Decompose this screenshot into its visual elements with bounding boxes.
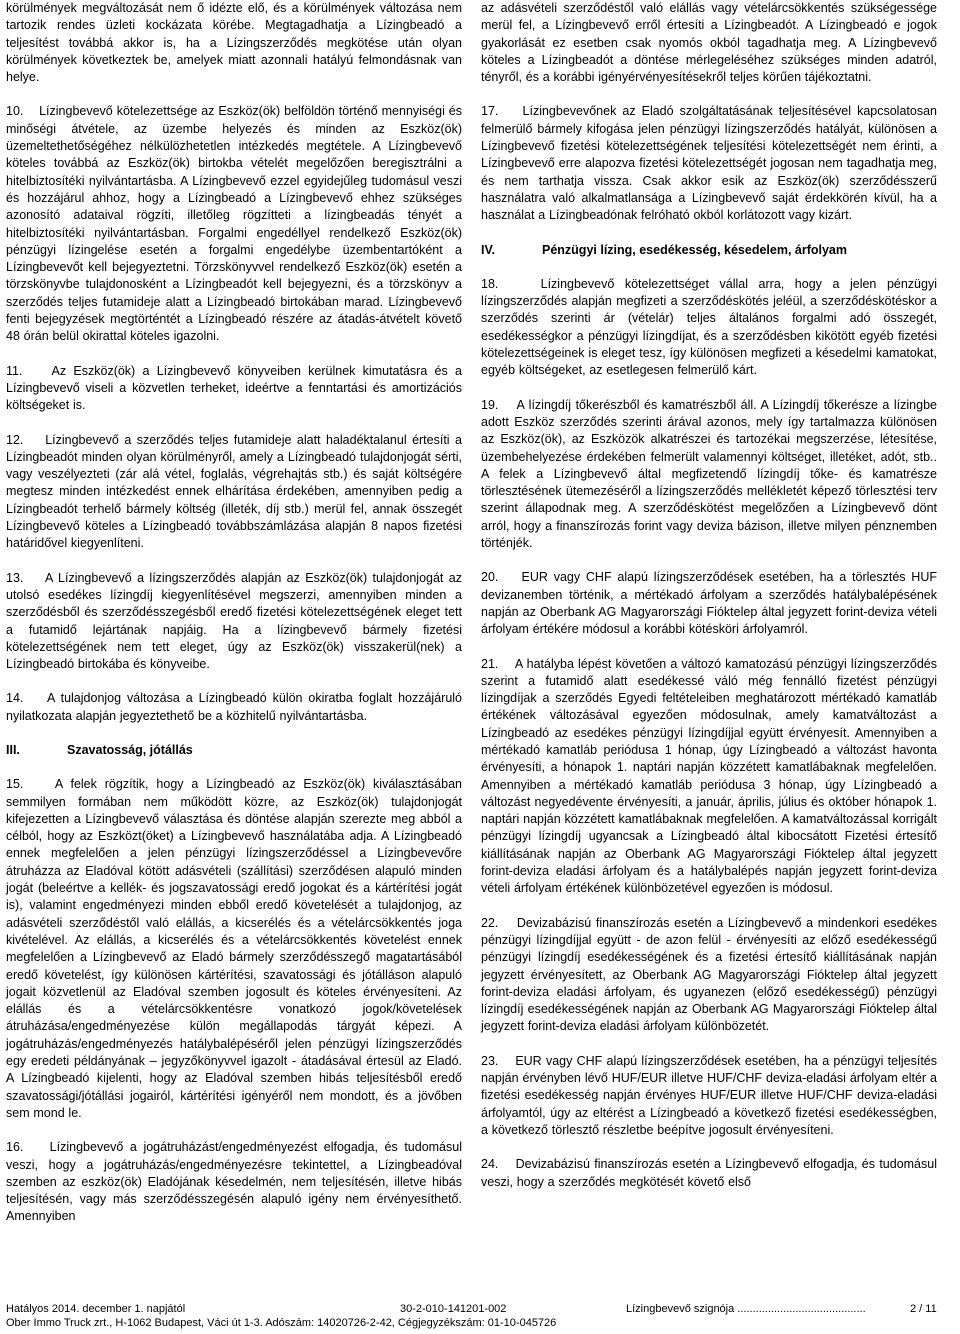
paragraph-p22: 22. Devizabázisú finanszírozás esetén a Lízingbevevő a mindenkori esedékes pénzügyi lízingdíjjal együtt - de azon felül - érvényesíti az előző esedékességű pénzügyi lízingdíj esedékességének és a fizetési értesítő kiállításának napján jegyzett érvényesített, az Oberbank AG Magyarországi Fióktelep által jegyzett forint-deviza eladási árfolyam, és ugyanezen (előző esedékességű) pénzügyi lízingdíj esedékességének napján az Oberbank AG Magyarországi Fióktelep által jegyzett forint-deviza eladási árfolyam különbözetét. — [481, 915, 937, 1034]
right-column — [481, 0, 937, 1208]
paragraph-p20: 20. EUR vagy CHF alapú lízingszerződések esetében, ha a törlesztés HUF devizanemben történik, a mértékadó árfolyam a szerződés hatálybalépésének napján az Oberbank AG Magyarországi Fióktelep által jegyzett forint-deviza vételi árfolyam értékére módosul a korábbi kötésköri árfolyamról. — [481, 570, 937, 637]
footer-signature-line: Lízingbevevő szignója .......................................... — [626, 1303, 866, 1315]
left-column — [6, 0, 462, 1243]
footer-effective-date: Hatályos 2014. december 1. napjától — [6, 1303, 186, 1315]
paragraph-p24: 24. Devizabázisú finanszírozás esetén a Lízingbevevő elfogadja, és tudomásul veszi, hogy a szerződés megkötését követő első — [481, 1157, 937, 1189]
paragraph-p11: 11. Az Eszköz(ök) a Lízingbevevő könyveiben kerülnek kimutatásra és a Lízingbevevő viseli a közvetlen terheket, ideértve a fenntartási és amortizációs költségeket is. — [6, 363, 462, 413]
paragraph-p_cont: körülmények megváltozását nem ő idézte elő, és a körülmények változása nem tartozik rendes üzleti kockázata körébe. Megtagadhatja a Lízingbeadó a teljesítést továbbá akkor is, ha a Lízingszerződés megkötése után olyan körülmények következtek be, amelyek miatt azonnali hatályú felmondásnak van helye. — [6, 1, 462, 85]
section-title: Szavatosság, jótállás — [67, 742, 193, 757]
paragraph-p21: 21. A hatályba lépést követően a változó kamatozású pénzügyi lízingszerződés szerint a futamidő alatt esedékessé váló még fennálló fizetést pénzügyi lízingdíjak a szerződés Egyedi feltételeiben meghatározott mértékadó kamatláb értékének változásával egyezően módosulnak, amely kamatváltozást a Lízingbeadó az esedékes pénzügyi lízingdíjjal együtt érvényesít. Amennyiben a mértékadó kamatláb periódusa 1 hónap, úgy Lízingbeadó a változást havonta érvényesíti, a hónapok 1. naptári napján közzétett kamatlábaknak megfelelően. Amennyiben a mértékadó kamatláb periódusa 3 hónap, úgy Lízingbeadó a változást negyedévente érvényesíti, a január, április, július és október hónapok 1. naptári napján közzétett kamatlábaknak megfelelően. A kamatváltozással korrigált pénzügyi lízingdíj ugyancsak a Lízingbeadó által kibocsátott Fizetési értesítő kiállításának napján az Oberbank AG Magyarországi Fióktelep által jegyzett forint-deviza eladási árfolyam és a hatálybalépés napján jegyzett forint-deviza vételi árfolyam értékének különbözetével egyezően is módosul. — [481, 656, 937, 896]
paragraph-p16: 16. Lízingbevevő a jogátruházást/engedményezést elfogadja, és tudomásul veszi, hogy a jogátruházás/engedményezésre tekintettel, a Lízingbeadóval szemben az eszköz(ök) Eladójának késedelmén, nem teljesítésén, illetve hibás teljesítésén, vagy más szerződésszegésén alapuló igény nem érvényesíthető. Amennyiben — [6, 1140, 462, 1224]
section-heading — [6, 742, 462, 759]
paragraph-p19: 19. A lízingdíj tőkerészből és kamatrészből áll. A Lízingdíj tőkerésze a lízingbe adott Eszköz szerződés szerinti árával azonos, mely így tartalmazza különösen az Eszköz(ök), az Eszközök alkatrészei és tartozékai megszerzése, létesítése, üzembehelyezése érdekében felmerült valamennyi költséget, illetéket, adót, stb.. A felek a Lízingbevevő által megfizetendő lízingdíj tőke- és kamatrésze törlesztésének ütemezéséről a lízingszerződés mellékletét képező törlesztési terv szerint állapodnak meg. A szerződéskötést megelőzően a Lízingbevevő dönt arról, hogy a finanszírozás forint vagy deviza bázison, illetve milyen pénznemben történjék. — [481, 397, 937, 551]
paragraph-p10: 10. Lízingbevevő kötelezettsége az Eszköz(ök) belföldön történő mennyiségi és minőségi átvétele, az üzembe helyezés és minden az Eszköz(ök) üzemeltethetőségéhez nélkülözhetetlen intézkedés megtétele. A Lízingbevevő köteles továbbá az Eszköz(ök) birtokba vételét megelőzően beregisztrálni a hitelbiztosítéki nyilvántartásba. A Lízingbevevő ezzel egyidejűleg tudomásul veszi és hozzájárul ahhoz, hogy a Lízingbeadó a Lízingbevevő ehhez szükséges azonosító adataival rögzíti, illetőleg rögzítteti a lízingbeadás tényét a hitelbiztosítéki nyilvántartásban. Forgalmi engedéllyel rendelkező Eszköz(ök) pénzügyi lízingelése esetén a forgalmi engedélybe üzembentartóként a Lízingbevevőt kell bejegyeztetni. Törzskönyvvel rendelkező Eszköz(ök) esetén a törzskönyvbe tulajdonosként a Lízingbeadót kell bejegyezni, és a törzskönyv a szerződés teljes futamideje alatt a Lízingbeadó birtokában marad. Lízingbevevő fenti bejegyzések megtörténtét a Lízingbeadó részére az átadás-átvételt követő 48 órán belül okirattal köteles igazolni. — [6, 104, 462, 344]
section-number: IV. — [481, 242, 496, 257]
paragraph-p14: 14. A tulajdonjog változása a Lízingbeadó külön okiratba foglalt hozzájáruló nyilatkozata alapján jegyeztethető be a közhitelű nyilvántartásba. — [6, 691, 462, 723]
section-heading — [481, 242, 937, 259]
paragraph-p17: 17. Lízingbevevőnek az Eladó szolgáltatásának teljesítésével kapcsolatosan felmerülő bármely kifogása jelen pénzügyi lízingszerződés hatályát, különösen a Lízingbevevő fizetési kötelezettségének teljesítési kötelezettségét nem érinti, a Lízingbevevő erre alapozva fizetési kötelezettségét jogosan nem tagadhatja meg, és nem tarthatja vissza. Csak akkor esik az Eszköz(ök) szerződésszerű használatra való alkalmatlansága a Lízingbevevő saját érdekkörén kívül, ha a használat a Lízingbeadónak felróható okból korlátozott vagy kizárt. — [481, 104, 937, 223]
paragraph-p12: 12. Lízingbevevő a szerződés teljes futamideje alatt haladéktalanul értesíti a Lízingbeadót minden olyan körülményről, amely a Lízingbeadó tulajdonjogát sérti, vagy veszélyezteti (zár alá vétel, foglalás, végrehajtás stb.) és saját költségére megtesz minden intézkedést ennek elhárítása érdekében, amennyiben pedig a Lízingbeadót terhelő bármely költség (illeték, díj stb.) merül fel, annak összegét Lízingbevevő köteles a Lízingbeadó továbbszámlázása alapján 8 napos fizetési határidővel kiegyenlíteni. — [6, 432, 462, 551]
paragraph-p18: 18. Lízingbevevő kötelezettséget vállal arra, hogy a jelen pénzügyi lízingszerződés alapján megfizeti a szerződéskötés jeléül, a szerződéskötéskor a szerződés szerinti ár (vételár) teljes általános forgalmi adó összegét, esedékességkor a pénzügyi lízingdíjat, és a szerződésben kikötött egyéb fizetési kötelezettségeinek is eleget tesz, így különösen megfizeti a késedelmi kamatokat, egyéb költségeket, az esetlegesen felmerülő kárt. — [481, 276, 937, 378]
section-title: Pénzügyi lízing, esedékesség, késedelem, árfolyam — [542, 242, 847, 257]
paragraph-p_cont2: az adásvételi szerződéstől való elállás vagy vételárcsökkentés szükségessége merül fel, a Lízingbevevő erről értesíti a Lízingbeadót. A Lízingbeadó e jogok gyakorlását ez esetben csak nyomós okból tagadhatja meg. A Lízingbevevő köteles a Lízingbeadót a döntése mérlegeléséhez szükséges minden adatról, tényről, és a korábbi igényérvényesítésekről teljes körűen tájékoztatni. — [481, 1, 937, 85]
paragraph-p13: 13. A Lízingbevevő a lízingszerződés alapján az Eszköz(ök) tulajdonjogát az utolsó esedékes lízingdíj kiegyenlítésével megszerzi, amennyiben minden a szerződésből és szerződésszegésből eredő fizetési kötelezettségének eleget tett a futamidő lejártának napjáig. Ha a lízingbevevő bármely fizetési kötelezettségének nem tett eleget, úgy az Eszköz(ök) visszakerül(nek) a Lízingbeadó birtokába és könyveibe. — [6, 570, 462, 672]
footer-document-code: 30-2-010-141201-002 — [400, 1303, 507, 1315]
section-number: III. — [6, 742, 20, 757]
paragraph-p15: 15. A felek rögzítik, hogy a Lízingbeadó az Eszköz(ök) kiválasztásában semmilyen formában nem működött közre, az Eszköz(ök) tulajdonjogát kifejezetten a Lízingbevevő választása és döntése alapján szerezte meg abból a célból, hogy az Eszközt(öket) a Lízingbevevő használatába adja. A Lízingbeadó ennek megfelelően a jelen pénzügyi lízingszerződéssel a Lízingbevevőre átruházza az Eladóval kötött adásvételi (szállítási) szerződésen alapuló minden jogát (beleértve a kellék- és jogszavatossági eredő jogokat és a kártérítési jogát is), valamint engedményezi minden ebből eredő követelését a tulajdonjog, az adásvételi szerződéstől való elállás, a kicserélés és a vételárcsökkentés joga kivételével. Az elállás, a kicserélés és a vételárcsökkentés követelést ennek megfelelően a Lízingbevevő az Eladó bármely szerződésszegő magatartásából eredő követelést, így különösen kártérítési, szavatossági és jótálláson alapuló jogait közvetlenül az Eladóval szemben jogosult és köteles érvényesíteni. Az elállás és a vételárcsökkentésre vonatkozó jogok/követelések átruházása/engedményezése külön megállapodás tárgyát képezi. A jogátruházás/engedményezés hatálybalépéséről jelen pénzügyi lízingszerződés egy eredeti példányának – jegyzőkönyvvel igazolt - átadásával értesül az Eladó. A Lízingbeadó kijelenti, hogy az Eladóval szemben hibás teljesítésből eredő szavatossági/jótállási jogairól, kártérítési igényéről nem mondott, és a jövőben sem mond le. — [6, 777, 462, 1120]
footer-page-number: 2 / 11 — [910, 1303, 937, 1315]
page-footer — [6, 1302, 956, 1330]
paragraph-p23: 23. EUR vagy CHF alapú lízingszerződések esetében, ha a pénzügyi teljesítés napján érvényben lévő HUF/EUR illetve HUF/CHF deviza-eladási árfolyam eltér a fizetési esedékesség napján érvényes HUF/EUR illetve HUF/CHF deviza-eladási árfolyamtól, úgy az eltérést a Lízingbeadó a következő fizetési esedékességben, a következő törlesztő részletbe beépítve jogosult érvényesíteni. — [481, 1053, 937, 1137]
footer-company-info: Ober Immo Truck zrt., H-1062 Budapest, Váci út 1-3. Adószám: 14020726-2-42, Cégjegyzékszám: 01-10-045726 — [6, 1317, 557, 1329]
